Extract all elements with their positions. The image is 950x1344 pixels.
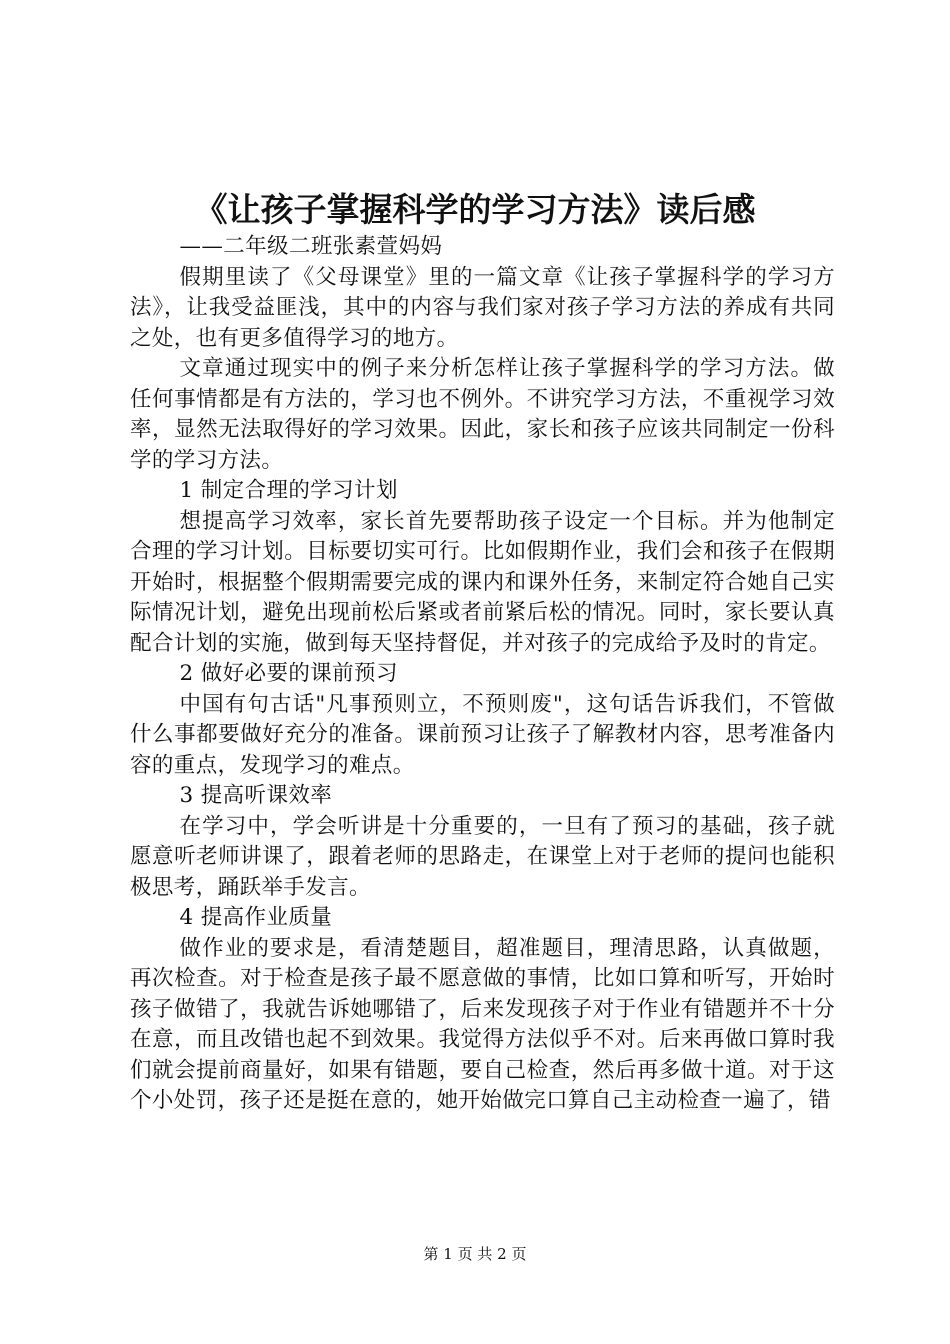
document-title: 《让孩子掌握科学的学习方法》读后感 [194, 190, 756, 229]
section-heading: 2 做好必要的课前预习 [179, 661, 398, 686]
paragraph: 文章通过现实中的例子来分析怎样让孩子掌握科学的学习方法。做任何事情都是有方法的，学习也不例外。不讲究学习方法，不重视学习效率，显然无法取得好的学习效果。因此，家长和孩子应该共同制定一份科学的学习方法。 [130, 356, 835, 473]
section-heading: 3 提高听课效率 [179, 783, 333, 808]
paragraph: 做作业的要求是，看清楚题目，超准题目，理清思路，认真做题，再次检查。对于检查是孩子最不愿意做的事情，比如口算和听写，开始时孩子做错了，我就告诉她哪错了，后来发现孩子对于作业有错题并不十分在意，而且改错也起不到效果。我觉得方法似乎不对。后来再做口算时我们就会提前商量好，如果有错题，要自己检查，然后再多做十道。对于这个小处罚，孩子还是挺在意的，她开始做完口算自己主动检查一遍了，错 [130, 935, 835, 1113]
byline: ——二年级二班张素萱妈妈 [179, 234, 443, 259]
section-heading: 4 提高作业质量 [179, 905, 333, 930]
section-heading: 1 制定合理的学习计划 [179, 478, 398, 503]
paragraph: 假期里读了《父母课堂》里的一篇文章《让孩子掌握科学的学习方法》，让我受益匪浅，其中的内容与我们家对孩子学习方法的养成有共同之处，也有更多值得学习的地方。 [130, 264, 835, 351]
document-body [130, 232, 835, 1117]
paragraph: 中国有句古话"凡事预则立，不预则废"，这句话告诉我们，不管做什么事都要做好充分的准备。课前预习让孩子了解教材内容，思考准备内容的重点，发现学习的难点。 [130, 691, 835, 778]
page-footer: 第 1 页 共 2 页 [423, 1245, 527, 1263]
paragraph: 想提高学习效率，家长首先要帮助孩子设定一个目标。并为他制定合理的学习计划。目标要切实可行。比如假期作业，我们会和孩子在假期开始时，根据整个假期需要完成的课内和课外任务，来制定符合她自己实际情况计划，避免出现前松后紧或者前紧后松的情况。同时，家长要认真配合计划的实施，做到每天坚持督促，并对孩子的完成给予及时的肯定。 [130, 508, 835, 656]
paragraph: 在学习中，学会听讲是十分重要的，一旦有了预习的基础，孩子就愿意听老师讲课了，跟着老师的思路走，在课堂上对于老师的提问也能积极思考，踊跃举手发言。 [130, 813, 835, 900]
